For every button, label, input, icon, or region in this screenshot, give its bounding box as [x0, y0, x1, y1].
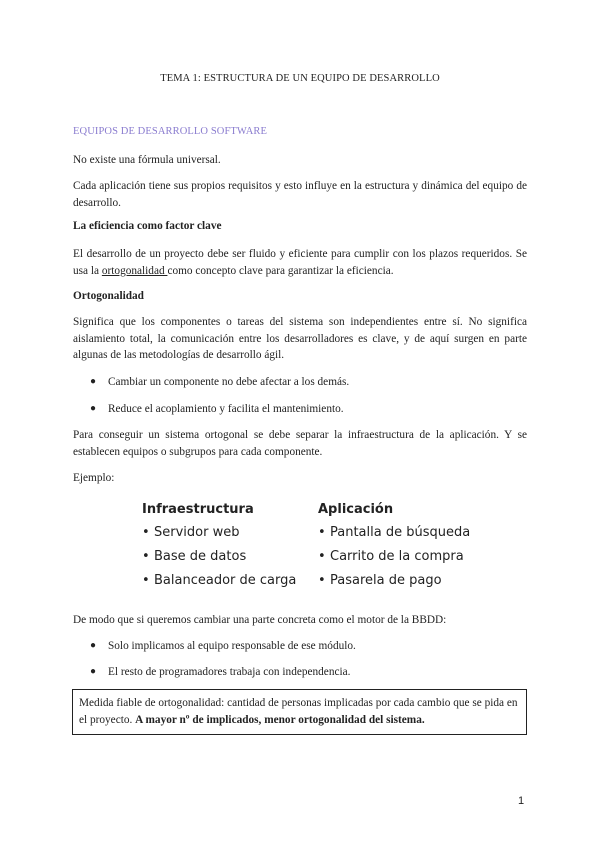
list-item	[142, 549, 296, 573]
list-item-text: Base de datos	[154, 549, 247, 564]
list-item-text: Carrito de la compra	[330, 549, 464, 564]
bullet-icon: ●	[90, 376, 97, 387]
list-item	[318, 573, 470, 597]
bullet-icon: •	[318, 525, 326, 540]
example-column-title: Infraestructura	[142, 502, 254, 517]
paragraph-example-label: Ejemplo:	[73, 472, 115, 484]
list-item	[318, 525, 470, 549]
paragraph-orthogonality: Significa que los componentes o tareas del sistema son independientes entre sí. No significa aislamiento total, la comunicación entre los desarrolladores es clave, y de aquí surgen en parte algunas de las metodologías de desarrollo ágil.	[73, 316, 527, 361]
paragraph-bbdd-change: De modo que si queremos cambiar una parte concreta como el motor de la BBDD:	[73, 614, 447, 626]
paragraph-efficiency	[73, 246, 527, 279]
paragraph-efficiency-text-2: como concepto clave para garantizar la eficiencia.	[167, 264, 394, 277]
example-column-infrastructure	[142, 502, 296, 597]
list-item-text: Servidor web	[154, 525, 240, 540]
list-item	[142, 525, 296, 549]
list-item	[90, 374, 349, 390]
list-item-text: Pantalla de búsqueda	[330, 525, 471, 540]
paragraph-efficiency-text-1: El desarrollo de un proyecto debe ser fluido y eficiente para cumplir con los plazos requeridos. Se usa la	[73, 248, 527, 277]
bullet-icon: •	[142, 573, 150, 588]
paragraph-requirements: Cada aplicación tiene sus propios requisitos y esto influye en la estructura y dinámica del equipo de desarrollo.	[73, 180, 527, 209]
example-column-application	[318, 502, 470, 597]
list-item	[142, 573, 296, 597]
example-column-title: Aplicación	[318, 502, 394, 517]
paragraph-infrastructure: Para conseguir un sistema ortogonal se debe separar la infraestructura de la aplicación. Y se establecen equipos o subgrupos para cada componente.	[73, 429, 527, 458]
list-item	[318, 549, 470, 573]
list-item-text: El resto de programadores trabaja con independencia.	[108, 666, 351, 678]
heading-efficiency: La eficiencia como factor clave	[73, 220, 222, 232]
list-item	[90, 401, 344, 417]
page-number: 1	[518, 795, 525, 807]
bullet-icon: •	[142, 525, 150, 540]
list-item-text: Reduce el acoplamiento y facilita el mantenimiento.	[108, 403, 344, 415]
bullet-icon: ●	[90, 640, 97, 651]
bullet-icon: ●	[90, 403, 97, 414]
document-title: TEMA 1: ESTRUCTURA DE UN EQUIPO DE DESARROLLO	[160, 73, 440, 84]
bullet-icon: ●	[90, 666, 97, 677]
heading-orthogonality: Ortogonalidad	[73, 290, 144, 302]
bullet-icon: •	[318, 573, 326, 588]
orthogonality-term: ortogonalidad	[101, 264, 168, 277]
list-item-text: Balanceador de carga	[154, 573, 297, 588]
bullet-icon: •	[142, 549, 150, 564]
list-item-text: Pasarela de pago	[330, 573, 442, 588]
paragraph-no-formula: No existe una fórmula universal.	[73, 154, 221, 166]
highlight-box-bold-text: A mayor nº de implicados, menor ortogonalidad del sistema.	[135, 713, 425, 726]
list-item-text: Cambiar un componente no debe afectar a los demás.	[108, 376, 350, 388]
section-title: EQUIPOS DE DESARROLLO SOFTWARE	[73, 126, 268, 137]
list-item-text: Solo implicamos al equipo responsable de ese módulo.	[108, 640, 356, 652]
bullet-icon: •	[318, 549, 326, 564]
highlight-box-text: Medida fiable de ortogonalidad: cantidad de personas implicadas por cada cambio que se pida en el proyecto.	[79, 697, 518, 726]
list-item	[90, 638, 356, 654]
highlight-box	[72, 689, 527, 735]
list-item	[90, 664, 350, 680]
